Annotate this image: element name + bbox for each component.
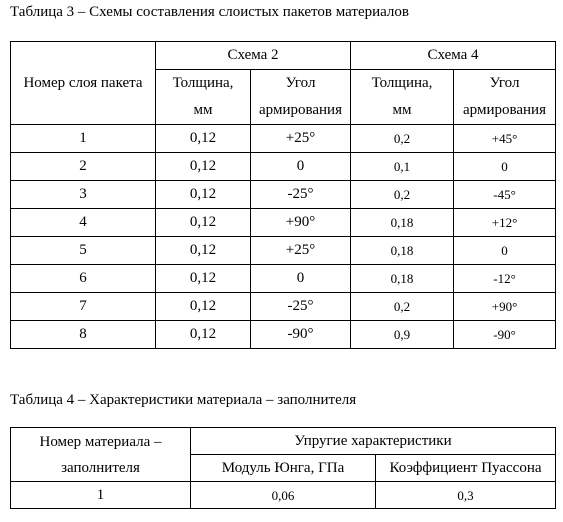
- scheme-2-thickness-cell: 0,12: [156, 293, 251, 321]
- scheme-2-angle-cell: -90°: [251, 321, 351, 349]
- scheme-4-angle-header: Угол армирования: [454, 70, 556, 125]
- scheme-4-angle-cell: +45°: [454, 125, 556, 153]
- table3-caption: Таблица 3 – Схемы составления слоистых пакетов материалов: [10, 4, 409, 20]
- scheme-2-thickness-cell: 0,12: [156, 153, 251, 181]
- table-row: [11, 293, 556, 321]
- table-row: [11, 209, 556, 237]
- layer-number-cell: 4: [11, 209, 156, 237]
- scheme-2-angle-cell: -25°: [251, 293, 351, 321]
- layer-number-cell: 2: [11, 153, 156, 181]
- table4-header-row-1: [11, 428, 556, 455]
- layer-number-cell: 6: [11, 265, 156, 293]
- scheme-4-thickness-cell: 0,18: [351, 209, 454, 237]
- scheme-4-angle-cell: +90°: [454, 293, 556, 321]
- table-row: [11, 482, 556, 509]
- young-modulus-cell: 0,06: [191, 482, 376, 509]
- scheme-2-thickness-cell: 0,12: [156, 321, 251, 349]
- scheme-4-angle-cell: -90°: [454, 321, 556, 349]
- scheme-4-thickness-cell: 0,2: [351, 181, 454, 209]
- scheme-2-thickness-cell: 0,12: [156, 237, 251, 265]
- material-number-header: Номер материала – заполнителя: [11, 428, 191, 482]
- layer-number-header: Номер слоя пакета: [11, 42, 156, 125]
- table3-header-row-1: [11, 42, 556, 70]
- table-row: [11, 321, 556, 349]
- elastic-properties-header: Упругие характеристики: [191, 428, 556, 455]
- layer-number-cell: 3: [11, 181, 156, 209]
- scheme-2-thickness-header: Толщина, мм: [156, 70, 251, 125]
- table4-caption: Таблица 4 – Характеристики материала – заполнителя: [10, 392, 357, 408]
- scheme-4-thickness-cell: 0,1: [351, 153, 454, 181]
- scheme-4-angle-cell: +12°: [454, 209, 556, 237]
- scheme-4-angle-cell: 0: [454, 153, 556, 181]
- poisson-ratio-header: Коэффициент Пуассона: [376, 455, 556, 482]
- scheme-4-thickness-header: Толщина, мм: [351, 70, 454, 125]
- scheme-2-angle-cell: +25°: [251, 125, 351, 153]
- scheme-2-angle-header: Угол армирования: [251, 70, 351, 125]
- material-number-cell: 1: [11, 482, 191, 509]
- scheme-4-thickness-cell: 0,18: [351, 237, 454, 265]
- scheme-4-thickness-cell: 0,9: [351, 321, 454, 349]
- scheme-2-angle-cell: +25°: [251, 237, 351, 265]
- table-row: [11, 237, 556, 265]
- table-row: [11, 125, 556, 153]
- scheme-2-header: Схема 2: [156, 42, 351, 70]
- scheme-4-angle-cell: -45°: [454, 181, 556, 209]
- scheme-4-thickness-cell: 0,18: [351, 265, 454, 293]
- scheme-2-thickness-cell: 0,12: [156, 181, 251, 209]
- young-modulus-header: Модуль Юнга, ГПа: [191, 455, 376, 482]
- layer-number-cell: 5: [11, 237, 156, 265]
- table-row: [11, 265, 556, 293]
- scheme-4-angle-cell: 0: [454, 237, 556, 265]
- scheme-4-thickness-cell: 0,2: [351, 293, 454, 321]
- scheme-2-thickness-cell: 0,12: [156, 265, 251, 293]
- scheme-4-thickness-cell: 0,2: [351, 125, 454, 153]
- scheme-2-angle-cell: 0: [251, 265, 351, 293]
- table-row: [11, 153, 556, 181]
- filler-material-table: [10, 427, 556, 509]
- scheme-2-thickness-cell: 0,12: [156, 209, 251, 237]
- scheme-2-thickness-cell: 0,12: [156, 125, 251, 153]
- layer-number-cell: 7: [11, 293, 156, 321]
- layer-schemes-table: [10, 41, 556, 349]
- scheme-2-angle-cell: +90°: [251, 209, 351, 237]
- poisson-ratio-cell: 0,3: [376, 482, 556, 509]
- table-row: [11, 181, 556, 209]
- layer-number-cell: 1: [11, 125, 156, 153]
- scheme-4-header: Схема 4: [351, 42, 556, 70]
- scheme-2-angle-cell: -25°: [251, 181, 351, 209]
- layer-number-cell: 8: [11, 321, 156, 349]
- scheme-2-angle-cell: 0: [251, 153, 351, 181]
- scheme-4-angle-cell: -12°: [454, 265, 556, 293]
